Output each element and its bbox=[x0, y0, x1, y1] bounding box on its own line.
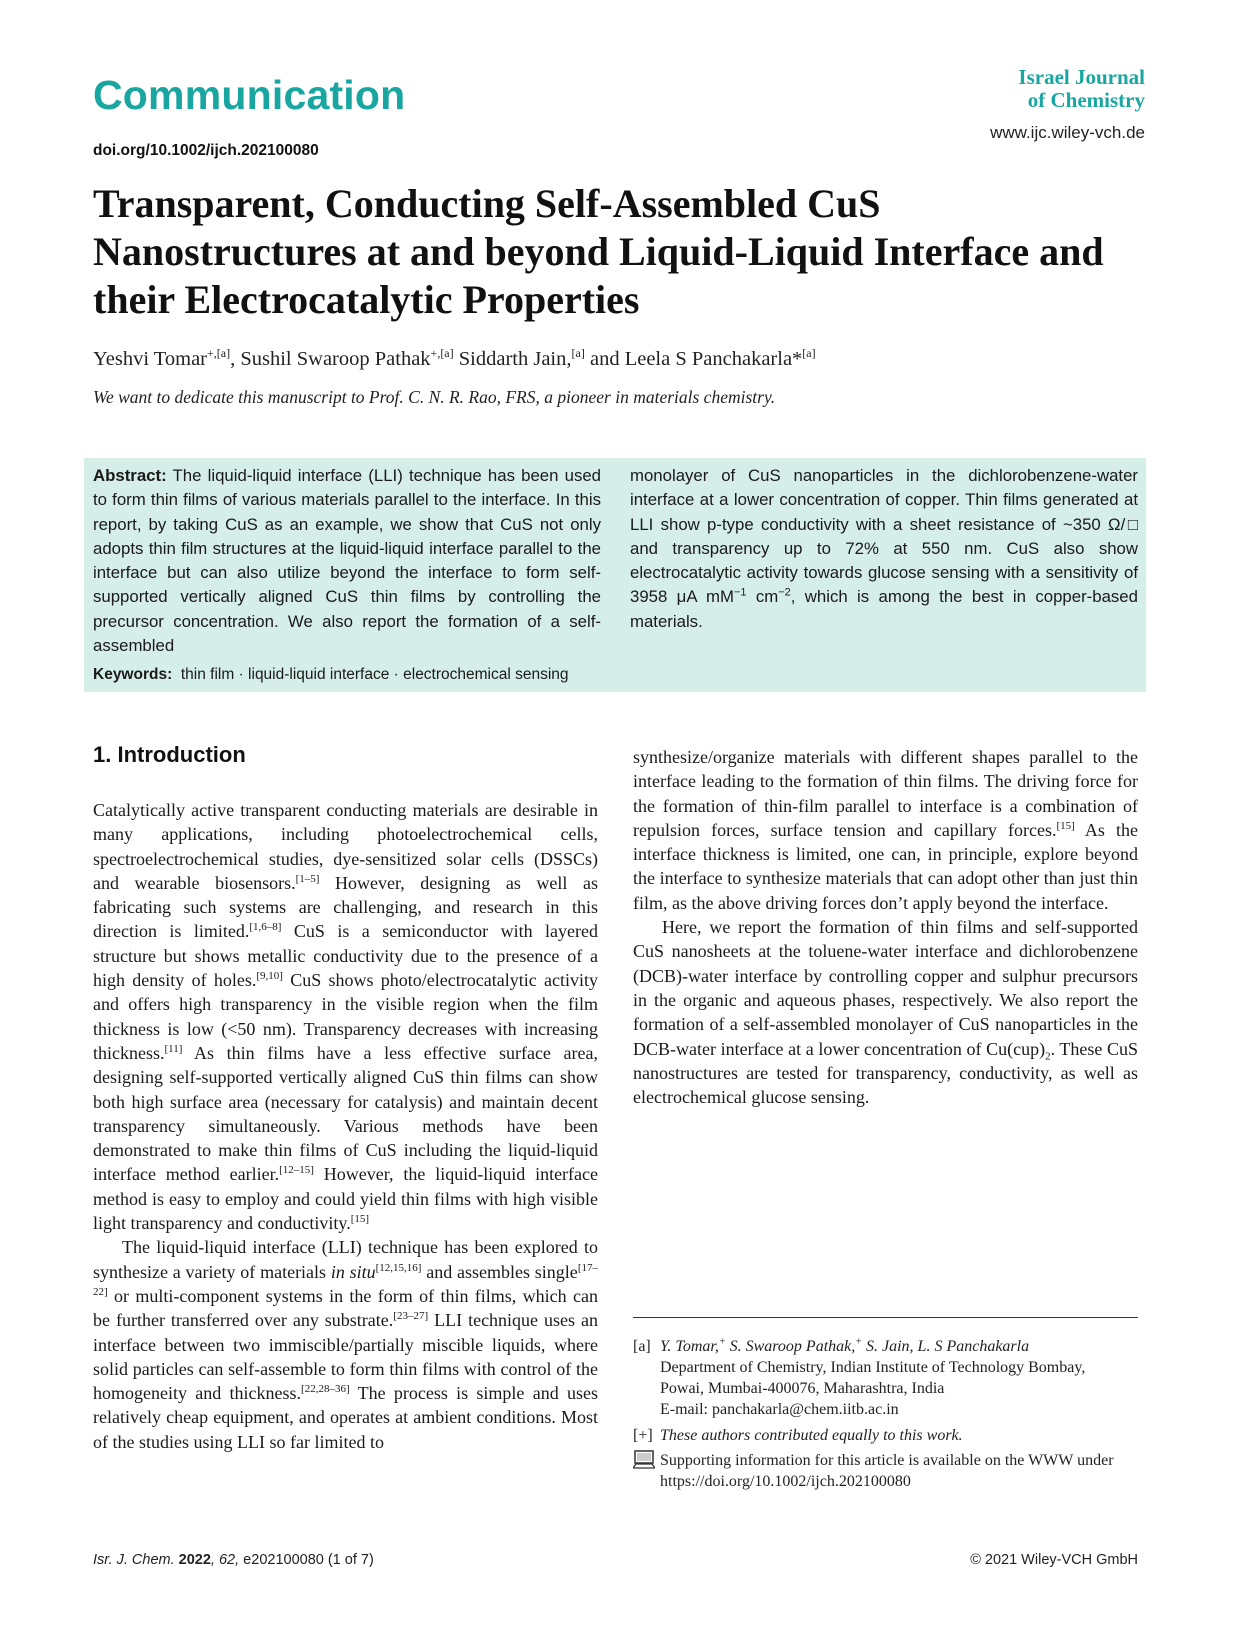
footer-article: e202100080 (1 of 7) bbox=[239, 1552, 374, 1568]
paragraph bbox=[93, 1235, 598, 1454]
citation[interactable]: [17–22] bbox=[93, 1261, 598, 1298]
journal-logo bbox=[1018, 66, 1145, 112]
journal-url[interactable]: www.ijc.wiley-vch.de bbox=[990, 123, 1145, 142]
abstract-text-right-2: , which is among the best in copper-based materials. bbox=[630, 587, 1138, 631]
citation[interactable]: [1–5] bbox=[295, 872, 320, 885]
citation[interactable]: [12–15] bbox=[279, 1164, 314, 1177]
equal-contribution-text: These authors contributed equally to this work. bbox=[660, 1427, 963, 1444]
author-name: Sushil Swaroop Pathak bbox=[240, 348, 431, 370]
supporting-info-text[interactable]: Supporting information for this article is available on the WWW under https://doi.org/10.1002/ijch.202100080 bbox=[660, 1452, 1114, 1490]
body-text: However, designing as well as fabricating such systems are challenging, and research in this direction is limited. bbox=[93, 872, 598, 942]
paragraph bbox=[633, 915, 1138, 1109]
body-text: LLI technique uses an interface between two immiscible/partially miscible liquids, where solid particles can self-assemble to form thin films with control of the homogeneity and thickness. bbox=[93, 1310, 598, 1404]
affiliation-department: Department of Chemistry, Indian Institute of Technology Bombay, bbox=[660, 1359, 1086, 1376]
computer-icon bbox=[633, 1450, 660, 1492]
body-text: Here, we report the formation of thin films and self-supported CuS nanosheets at the toluene-water interface and dichlorobenzene (DCB)-water interface by controlling copper and sulphur precursors in the organic and aqueous phases, respectively. We also report the formation of a self-assembled monolayer of CuS nanoparticles in the DCB-water interface at a lower concentration of Cu(cup) bbox=[633, 917, 1138, 1059]
author-list: Yeshvi Tomar$^{+,[a]}$, Sushil Swaroop Pathak$^{+,[a]}$ Siddarth Jain,[a] and Leela S Panchakarla*[a] bbox=[93, 346, 816, 370]
footnote-mark: [+] bbox=[633, 1427, 653, 1444]
author-affiliation-mark: +,[a] bbox=[430, 346, 454, 361]
body-text: or multi-component systems in the form of thin films, which can be further transferred over any substrate. bbox=[93, 1285, 598, 1331]
author-affiliation-mark: +,[a] bbox=[207, 346, 231, 361]
dedication: We want to dedicate this manuscript to Prof. C. N. R. Rao, FRS, a pioneer in materials chemistry. bbox=[93, 387, 776, 407]
author-name: Siddarth Jain, bbox=[458, 348, 572, 370]
citation[interactable]: [23–27] bbox=[393, 1310, 429, 1323]
body-text: The process is simple and uses relatively cheap equipment, and operates at ambient conditions. Most of the studies using LLI so far limited to bbox=[93, 1383, 598, 1452]
footer-volume: , 62, bbox=[210, 1552, 240, 1568]
affiliation-address: Powai, Mumbai-400076, Maharashtra, India bbox=[660, 1380, 945, 1397]
affiliation-authors bbox=[660, 1336, 1138, 1357]
article-title: Transparent, Conducting Self-Assembled CuS Nanostructures at and beyond Liquid-Liquid Interface and their Electrocatalytic Properties bbox=[93, 181, 1104, 322]
abstract-unit: cm bbox=[746, 587, 779, 607]
copyright: © 2021 Wiley-VCH GmbH bbox=[970, 1552, 1138, 1568]
footnote-sup: + bbox=[718, 1336, 726, 1348]
body-text: Catalytically active transparent conducting materials are desirable in many applications, including photoelectrochemical cells, spectroelectrochemical studies, dye-sensitized solar cells (DSSCs) and wearable biosensors. bbox=[93, 800, 598, 893]
footnote-text: Y. Tomar, bbox=[660, 1338, 719, 1355]
citation[interactable]: [11] bbox=[164, 1042, 183, 1055]
affiliation-email[interactable]: E-mail: panchakarla@chem.iitb.ac.in bbox=[660, 1401, 899, 1418]
body-text: . These CuS nanostructures are tested for transparency, conductivity, as well as electrochemical glucose sensing. bbox=[633, 1038, 1139, 1108]
body-column-left bbox=[93, 798, 598, 1454]
page-citation bbox=[93, 1552, 374, 1568]
body-text: As the interface thickness is limited, one can, in principle, explore beyond the interface to synthesize materials that can adopt other than just thin film, as the above driving forces don’t apply beyond the interface. bbox=[633, 819, 1138, 913]
equal-contribution-footnote bbox=[633, 1425, 1138, 1446]
italic-term: in situ bbox=[330, 1261, 376, 1282]
journal-logo-line1: Israel Journal bbox=[1018, 65, 1145, 89]
footnote-sup: + bbox=[855, 1336, 862, 1348]
journal-logo-line2: of Chemistry bbox=[1027, 88, 1145, 112]
affiliation-body bbox=[660, 1336, 1138, 1420]
author-name: Leela S Panchakarla* bbox=[624, 348, 803, 370]
body-column-right bbox=[633, 745, 1138, 1109]
keywords bbox=[93, 666, 569, 684]
body-text: and assembles single bbox=[421, 1261, 578, 1282]
keywords-text: thin film · liquid-liquid interface · electrochemical sensing bbox=[180, 666, 569, 683]
citation[interactable]: [22,28–36] bbox=[301, 1383, 350, 1396]
paragraph bbox=[93, 798, 598, 1235]
footer-journal: Isr. J. Chem. bbox=[93, 1552, 175, 1568]
body-text: However, the liquid-liquid interface method is easy to employ and could yield thin films with high visible light transparency and conductivity. bbox=[93, 1164, 599, 1234]
paragraph bbox=[633, 745, 1138, 915]
citation[interactable]: [15] bbox=[1056, 819, 1075, 832]
body-text: As thin films have a less effective surface area, designing self-supported vertically aligned CuS thin films can show both high surface area (necessary for catalysis) and maintain decent transparency simultaneously. Various methods have been demonstrated to make thin films of CuS including the liquid-liquid interface method earlier. bbox=[93, 1042, 598, 1185]
footnote-mark: [a] bbox=[633, 1338, 651, 1355]
footnote-text: S. Swaroop Pathak, bbox=[725, 1338, 856, 1355]
body-text: The liquid-liquid interface (LLI) technique has been explored to synthesize a variety of materials bbox=[93, 1237, 598, 1282]
abstract-right-column bbox=[630, 464, 1138, 634]
abstract-left-column bbox=[93, 464, 601, 658]
section-label: Communication bbox=[93, 72, 406, 118]
abstract-text-left: The liquid-liquid interface (LLI) technique has been used to form thin films of various materials parallel to the interface. In this report, by taking CuS as an example, we show that CuS not only adopts thin film structures at the liquid-liquid interface parallel to the interface but can also utilize beyond the interface to form self-supported vertically aligned CuS thin films by controlling the precursor concentration. We also report the formation of a self-assembled bbox=[93, 466, 602, 656]
footnotes bbox=[633, 1336, 1138, 1492]
citation[interactable]: [1,6–8] bbox=[249, 921, 282, 934]
keywords-label: Keywords: bbox=[93, 666, 173, 683]
unit-superscript: −1 bbox=[733, 586, 747, 599]
body-text: CuS is a semiconductor with layered structure but shows metallic conductivity due to the presence of a high density of holes. bbox=[93, 921, 598, 991]
subscript: 2 bbox=[1045, 1050, 1051, 1063]
body-text: synthesize/organize materials with different shapes parallel to the interface leading to the formation of thin films. The driving force for the formation of thin-film parallel to interface is a combination of repulsion forces, surface tension and capillary forces. bbox=[633, 747, 1138, 840]
footer-year: 2022 bbox=[178, 1552, 211, 1568]
affiliation-footnote bbox=[633, 1336, 1138, 1420]
author-name: Yeshvi Tomar bbox=[93, 348, 207, 370]
supporting-info-footnote bbox=[633, 1450, 1138, 1492]
doi-link[interactable]: doi.org/10.1002/ijch.202100080 bbox=[93, 142, 319, 159]
citation[interactable]: [9,10] bbox=[256, 970, 283, 983]
citation[interactable]: [12,15,16] bbox=[375, 1261, 422, 1274]
author-affiliation-mark: [a] bbox=[802, 346, 816, 361]
abstract-label: Abstract: bbox=[93, 466, 167, 485]
author-affiliation-mark: [a] bbox=[571, 346, 585, 361]
body-text: CuS shows photo/electrocatalytic activity and offers high transparency in the visible region when the film thickness is low (<50 nm). Transparency decreases with increasing thickness. bbox=[93, 970, 598, 1063]
section-heading: 1. Introduction bbox=[93, 742, 246, 767]
citation[interactable]: [15] bbox=[350, 1213, 370, 1226]
footnote-divider bbox=[633, 1317, 1138, 1318]
abstract-text-right-1: monolayer of CuS nanoparticles in the dichlorobenzene-water interface at a lower concentration of copper. Thin films generated at LLI show p-type conductivity with a sheet resistance of ~350 Ω/□ and transparency up to 72% at 550 nm. CuS also show electrocatalytic activity towards glucose sensing with a sensitivity of 3958 μA mM bbox=[630, 466, 1138, 607]
footnote-text: S. Jain, L. S Panchakarla bbox=[862, 1338, 1030, 1355]
unit-superscript: −2 bbox=[778, 586, 791, 599]
